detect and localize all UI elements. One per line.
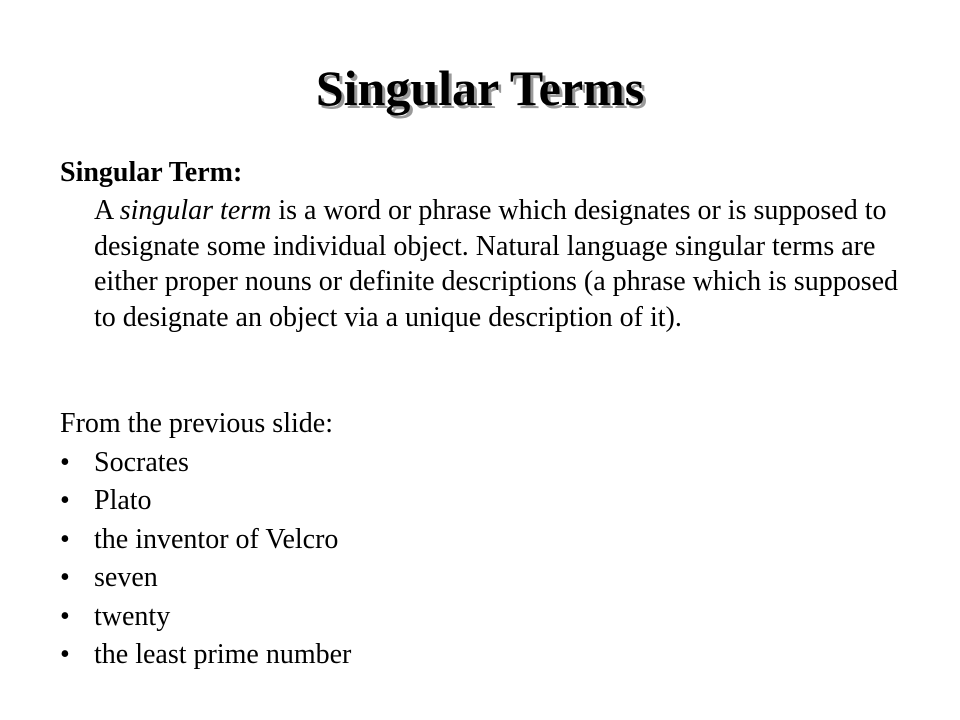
- list-item-text: the inventor of Velcro: [94, 523, 339, 555]
- bullet-icon: •: [60, 639, 70, 671]
- list-item: [60, 636, 351, 674]
- list-item-text: seven: [94, 562, 158, 594]
- list-item: [60, 559, 351, 597]
- bullet-icon: •: [60, 447, 70, 478]
- list-item-text: twenty: [94, 600, 171, 632]
- bullet-list: [60, 444, 351, 674]
- definition-emphasis: singular term: [119, 195, 272, 226]
- list-item-text: the least prime number: [94, 639, 352, 671]
- definition-rest: is a word or phrase which designates or is supposed to designate some individual object. Natural language singular terms are either proper nouns or definite descriptions (a phrase which is supposed to designate an object via a unique description of it).: [94, 195, 899, 333]
- definition-prefix: A: [94, 195, 120, 226]
- definition-heading: Singular Term:: [60, 157, 243, 188]
- list-item: [60, 444, 351, 482]
- bullet-icon: •: [60, 600, 70, 632]
- list-item-text: Plato: [94, 485, 152, 517]
- definition-body: [94, 193, 914, 335]
- list-item-text: Socrates: [94, 447, 189, 478]
- bullet-icon: •: [60, 562, 70, 594]
- list-item: [60, 598, 351, 636]
- bullet-icon: •: [60, 523, 70, 555]
- list-item: [60, 482, 351, 520]
- slide-title: Singular Terms: [315, 60, 645, 116]
- bullet-icon: •: [60, 485, 70, 517]
- list-item: [60, 521, 351, 559]
- list-intro: From the previous slide:: [60, 408, 333, 439]
